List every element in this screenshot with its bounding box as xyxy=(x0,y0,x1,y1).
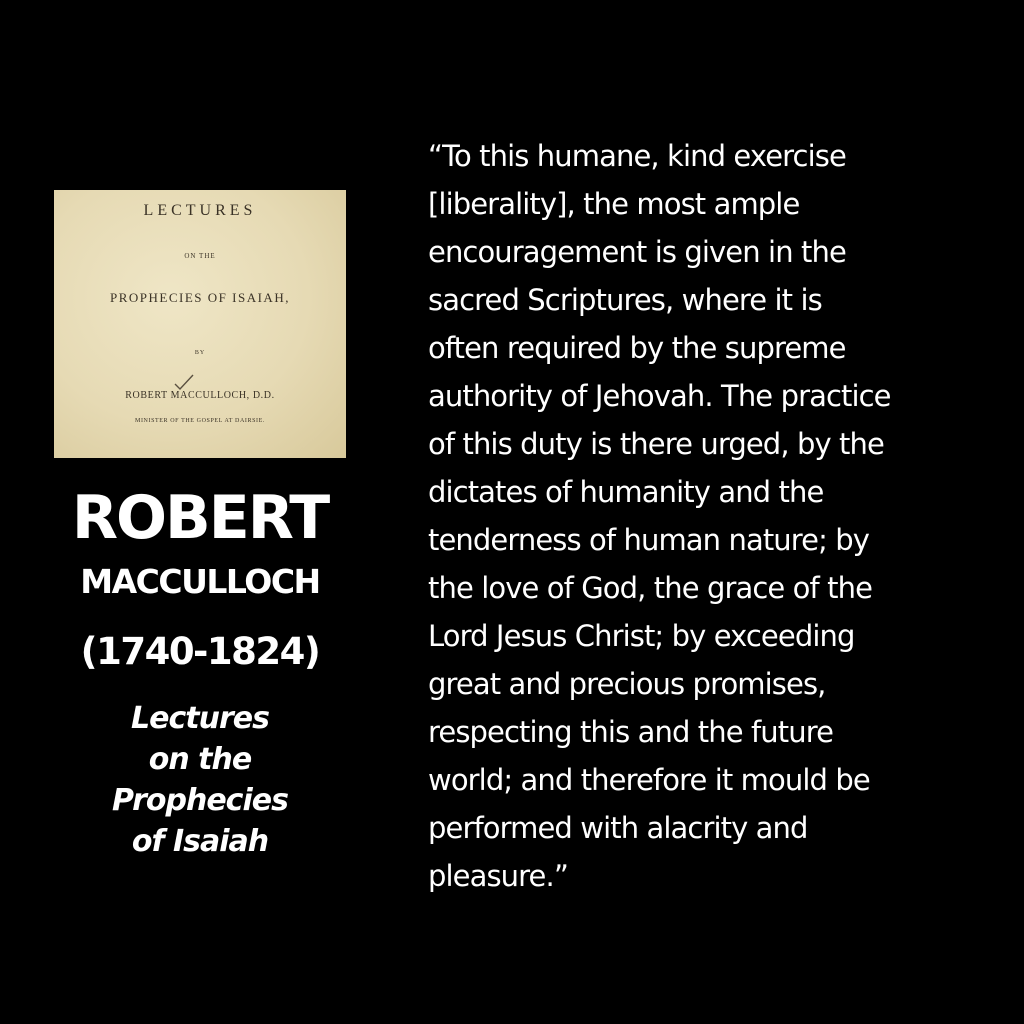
quote-line: of this duty is there urged, by the xyxy=(428,427,884,461)
title-page-author: ROBERT MACCULLOCH, D.D. xyxy=(125,390,275,401)
title-page-on-the: ON THE xyxy=(184,252,216,260)
author-first-name: ROBERT xyxy=(71,483,329,553)
quote-line: Lord Jesus Christ; by exceeding xyxy=(428,619,855,653)
quote-line: authority of Jehovah. The practice xyxy=(428,379,891,413)
author-years: (1740-1824) xyxy=(80,630,320,673)
quote-line: great and precious promises, xyxy=(428,667,826,701)
quote-line: often required by the supreme xyxy=(428,331,846,365)
quote-line: tenderness of human nature; by xyxy=(428,523,870,557)
title-page-by: BY xyxy=(194,350,206,356)
work-title-line: Prophecies xyxy=(112,783,288,818)
quote-line: “To this humane, kind exercise xyxy=(428,139,846,173)
quote-line: encouragement is given in the xyxy=(428,235,846,269)
work-title-line: of Isaiah xyxy=(131,824,269,859)
title-page-prophecies: PROPHECIES OF ISAIAH, xyxy=(110,290,290,305)
title-page-lectures: LECTURES xyxy=(143,202,257,219)
author-last-name: MACCULLOCH xyxy=(80,562,320,601)
quote-line: sacred Scriptures, where it is xyxy=(428,283,822,317)
work-title xyxy=(40,698,360,862)
quote-line: respecting this and the future xyxy=(428,715,834,749)
quote-line: the love of God, the grace of the xyxy=(428,571,873,605)
quote-line: dictates of humanity and the xyxy=(428,475,824,509)
book-title-page-image xyxy=(54,190,346,458)
checkmark-icon xyxy=(172,372,196,392)
quote-line: world; and therefore it mould be xyxy=(428,763,870,797)
quote-text xyxy=(428,132,998,900)
work-title-line: Lectures xyxy=(131,701,269,736)
work-title-line: on the xyxy=(148,742,252,777)
quote-line: pleasure.” xyxy=(428,859,568,893)
quote-line: [liberality], the most ample xyxy=(428,187,800,221)
quote-line: performed with alacrity and xyxy=(428,811,808,845)
title-page-minister: MINISTER OF THE GOSPEL AT DAIRSIE. xyxy=(135,418,265,424)
